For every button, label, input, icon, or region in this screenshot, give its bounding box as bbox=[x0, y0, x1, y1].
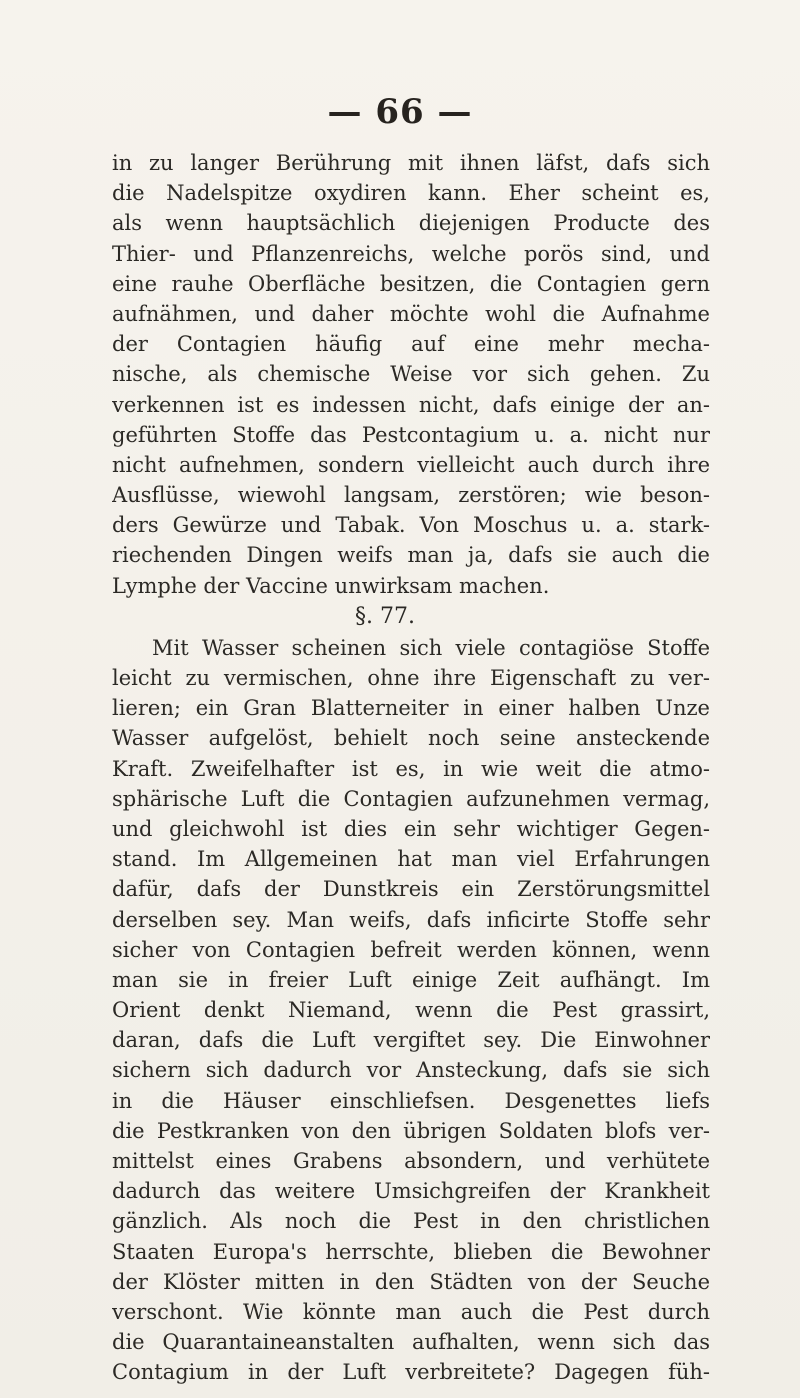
text-line: leicht zu vermischen, ohne ihre Eigenschaft zu ver- bbox=[112, 666, 710, 690]
text-line: Kraft. Zweifelhafter ist es, in wie weit die atmo- bbox=[112, 756, 710, 781]
text-line: nicht aufnehmen, sondern vielleicht auch durch ihre bbox=[112, 452, 710, 477]
paragraph-2 bbox=[112, 633, 710, 1388]
text-line: sichern sich dadurch vor Ansteckung, dafs sie sich bbox=[112, 1058, 710, 1083]
text-line: man sie in freier Luft einige Zeit aufhängt. Im bbox=[112, 967, 710, 992]
text-line: in zu langer Berührung mit ihnen läfst, dafs sich bbox=[112, 151, 710, 175]
text-line: dadurch das weitere Umsichgreifen der Krankheit bbox=[112, 1179, 710, 1204]
text-line: gänzlich. Als noch die Pest in den christlichen bbox=[112, 1209, 710, 1234]
text-line: die Pestkranken von den übrigen Soldaten blofs ver- bbox=[112, 1118, 710, 1143]
text-line: und gleichwohl ist dies ein sehr wichtiger Gegen- bbox=[112, 816, 710, 841]
text-line: mittelst eines Grabens absondern, und verhütete bbox=[112, 1149, 710, 1173]
text-line: derselben sey. Man weifs, dafs inficirte Stoffe sehr bbox=[112, 907, 710, 932]
text-line: daran, dafs die Luft vergiftet sey. Die Einwohner bbox=[112, 1028, 710, 1053]
paragraph-1 bbox=[112, 148, 710, 601]
body-text bbox=[112, 148, 710, 1388]
text-line: Wasser aufgelöst, behielt noch seine ansteckende bbox=[112, 726, 710, 751]
text-line: verschont. Wie könnte man auch die Pest durch bbox=[112, 1299, 710, 1324]
text-line: der Klöster mitten in den Städten von der Seuche bbox=[112, 1269, 710, 1294]
text-line: der Contagien häufig auf eine mehr mecha- bbox=[112, 332, 710, 357]
text-line: sphärische Luft die Contagien aufzunehmen vermag, bbox=[112, 786, 710, 811]
text-line: geführten Stoffe das Pestcontagium u. a. nicht nur bbox=[112, 422, 710, 447]
text-line: Lymphe der Vaccine unwirksam machen. bbox=[112, 573, 550, 598]
text-line: Staaten Europa's herrschte, blieben die Bewohner bbox=[112, 1239, 710, 1264]
text-line: lieren; ein Gran Blatterneiter in einer halben Unze bbox=[112, 696, 710, 721]
text-line: Thier- und Pflanzenreichs, welche porös sind, und bbox=[112, 241, 710, 266]
text-line: Orient denkt Niemand, wenn die Pest grassirt, bbox=[112, 998, 710, 1023]
text-line: stand. Im Allgemeinen hat man viel Erfahrungen bbox=[112, 847, 710, 872]
text-line: Mit Wasser scheinen sich viele contagiöse Stoffe bbox=[152, 635, 710, 660]
text-line: eine rauhe Oberfläche besitzen, die Contagien gern bbox=[112, 271, 710, 296]
page-number: — 66 — bbox=[327, 92, 473, 132]
section-heading: §. 77. bbox=[355, 603, 415, 629]
text-line: Contagium in der Luft verbreitete? Dagegen füh- bbox=[112, 1360, 710, 1385]
text-line: Ausflüsse, wiewohl langsam, zerstören; wie beson- bbox=[112, 483, 710, 508]
text-line: in die Häuser einschliefsen. Desgenettes liefs bbox=[112, 1088, 710, 1113]
text-line: ders Gewürze und Tabak. Von Moschus u. a. stark- bbox=[112, 513, 710, 538]
text-line: nische, als chemische Weise vor sich gehen. Zu bbox=[112, 362, 710, 387]
text-line: die Quarantaineanstalten aufhalten, wenn sich das bbox=[112, 1330, 710, 1355]
text-line: aufnähmen, und daher möchte wohl die Aufnahme bbox=[112, 301, 710, 326]
text-line: sicher von Contagien befreit werden können, wenn bbox=[112, 937, 710, 962]
text-line: die Nadelspitze oxydiren kann. Eher scheint es, bbox=[112, 181, 710, 206]
text-line: dafür, dafs der Dunstkreis ein Zerstörungsmittel bbox=[112, 877, 710, 902]
text-line: verkennen ist es indessen nicht, dafs einige der an- bbox=[112, 392, 710, 417]
text-line: riechenden Dingen weifs man ja, dafs sie auch die bbox=[112, 543, 710, 568]
text-line: als wenn hauptsächlich diejenigen Producte des bbox=[112, 211, 710, 236]
